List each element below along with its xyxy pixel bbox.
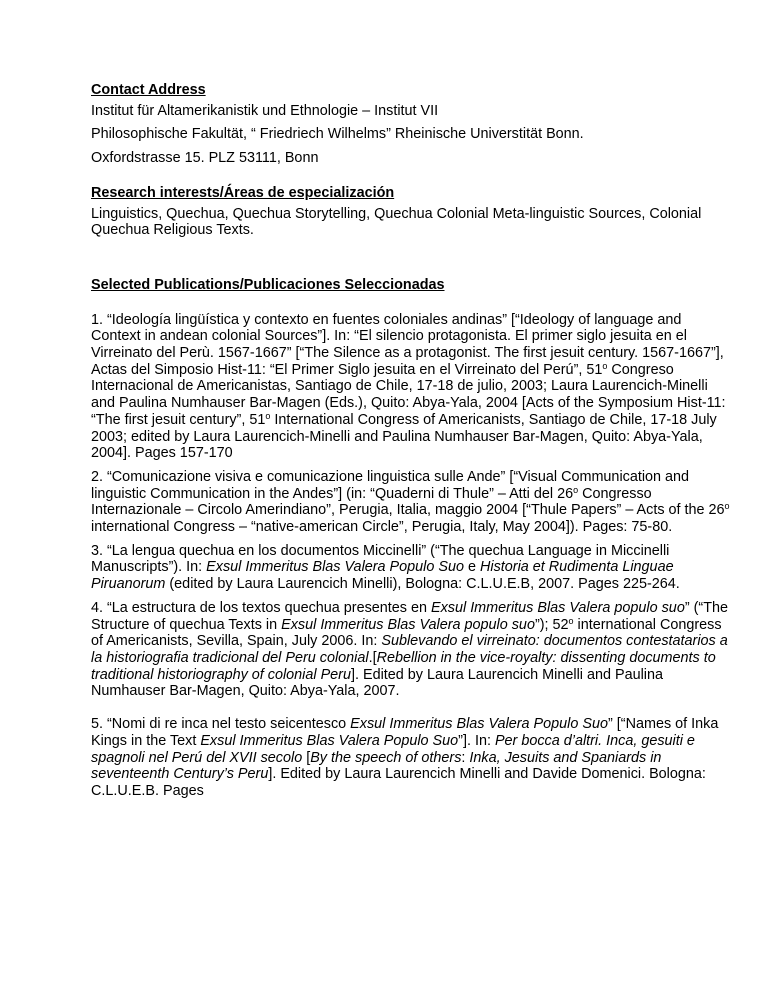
- publication-text: (edited by Laura Laurencich Minelli), Bologna: C.L.U.E.B, 2007. Pages 225-264.: [165, 576, 680, 593]
- italic-title: Exsul Immeritus Blas Valera Populo Suo: [206, 559, 464, 576]
- superscript-text: o: [724, 501, 730, 512]
- publications-heading: Selected Publications/Publicaciones Seleccionadas: [91, 276, 445, 293]
- publication-text: ]. Edited by Laura Laurencich Minelli and Paulina Numhauser Bar-Magen, Quito: Abya-Yala, 2007.: [91, 666, 663, 700]
- publications-section: [91, 277, 731, 800]
- publication-text: ”); 52: [534, 616, 569, 633]
- publication-text: ” (“The Structure of quechua Texts in: [91, 599, 729, 633]
- publication-item: [91, 543, 731, 593]
- research-text: Linguistics, Quechua, Quechua Storytelling, Quechua Colonial Meta-linguistic Sources, Colonial Quechua Religious Texts.: [91, 205, 702, 239]
- publication-item: [91, 312, 731, 462]
- publication-text: International Congress of Americanists, Santiago de Chile, 17-18 July 2003; edited by Laura Laurencich-Minelli and Paulina Numhauser Bar-Magen, Quito: Abya-Yala, 2004]. Pages 157-170: [91, 411, 717, 462]
- publication-text: 1. “Ideología lingüística y contexto en fuentes coloniales andinas” [“Ideology of language and Context in andean colonial Sources”]. In: “El silencio protagonista. El primer siglo jesuita en el Virreinato del Perù. 1567-1667” [“The Silence as a protagonist. The first jesuit century. 1567-1667”], Actas del Simposio Hist-11: “El Primer Siglo jesuita en el Virreinato del Perú”, 51: [91, 311, 724, 378]
- publication-text: ” [“Names of Inka Kings in the Text: [91, 716, 719, 749]
- italic-title: Exsul Immeritus Blas Valera populo suo: [431, 599, 685, 616]
- italic-title: Inka, Jesuits and Spaniards in seventeenth Century’s Peru: [91, 749, 662, 783]
- contact-section: [91, 82, 731, 167]
- publication-text: :: [461, 749, 470, 766]
- publication-text: [: [302, 749, 311, 766]
- contact-line-institute: Institut für Altamerikanistik und Ethnologie – Institut VII: [91, 102, 439, 119]
- contact-line-faculty: Philosophische Fakultät, “ Friedriech Wilhelms” Rheinische Universtität Bonn.: [91, 126, 584, 143]
- publication-item: [91, 600, 731, 700]
- publication-text: 3. “La lengua quechua en los documentos Miccinelli” (“The quechua Language in Miccinelli Manuscripts”). In:: [91, 542, 670, 576]
- contact-line-address: Oxfordstrasse 15. PLZ 53111, Bonn: [91, 150, 319, 167]
- italic-title: Exsul Immeritus Blas Valera Populo Suo: [350, 716, 608, 733]
- research-section: [91, 185, 731, 239]
- publications-list: [91, 312, 731, 800]
- publication-text: 5. “Nomi di re inca nel testo seicentesco: [91, 716, 351, 733]
- document-page: [91, 82, 731, 807]
- italic-title: Per bocca d’altri. Inca, gesuiti e spagnoli nel Perú del XVII secolo: [91, 732, 695, 766]
- contact-heading: Contact Address: [91, 82, 206, 98]
- publication-text: Congreso Internacional de Americanistas, Santiago de Chile, 17-18 de julio, 2003; Laura Laurencich-Minelli and Paulina Numhauser Bar-Magen (Eds.), Quito: Abya-Yala, 2004 [Acts of the Symposium Hist-11: “The first jesuit century”, 51: [91, 361, 726, 428]
- publication-text: international Congress of Americanists, Sevilla, Spain, July 2006. In:: [91, 616, 722, 650]
- italic-title: Sublevando el virreinato: documentos contestatarios a la historiografia tradicional del Peru colonial: [91, 633, 728, 666]
- publication-text: 4. “La estructura de los textos quechua presentes en: [91, 599, 431, 616]
- publication-text: .[: [368, 649, 377, 666]
- superscript-text: o: [568, 615, 574, 626]
- heading-spacer: [91, 298, 731, 312]
- italic-title: Exsul Immeritus Blas Valera Populo Suo: [200, 732, 459, 749]
- publication-item: [91, 469, 731, 536]
- italic-title: Exsul Immeritus Blas Valera populo suo: [281, 616, 535, 633]
- superscript-text: o: [573, 484, 579, 495]
- superscript-text: o: [265, 410, 271, 421]
- publication-text: ”]. In:: [458, 732, 495, 749]
- italic-title: Historia et Rudimenta Linguae Piruanorum: [91, 559, 674, 593]
- italic-title: By the speech of others: [310, 749, 462, 766]
- superscript-text: o: [602, 360, 608, 371]
- publication-text: ]. Edited by Laura Laurencich Minelli and Davide Domenici. Bologna: C.L.U.E.B. Pages: [91, 766, 706, 799]
- publication-item: [91, 716, 731, 800]
- publication-text: e: [463, 559, 480, 576]
- publication-text: international Congress – “native-american Circle”, Perugia, Italy, May 2004]). Pages: 75-80.: [91, 519, 673, 536]
- publication-text: 2. “Comunicazione visiva e comunicazione linguistica sulle Ande” [“Visual Communication and linguistic Communication in the Andes”] (in: “Quaderni di Thule” – Atti del 26: [91, 468, 690, 502]
- publication-text: Congresso Internazionale – Circolo Amerindiano”, Perugia, Italia, maggio 2004 [“Thule Papers” – Acts of the 26: [91, 485, 725, 519]
- research-heading: Research interests/Áreas de especialización: [91, 184, 395, 201]
- italic-title: Rebellion in the vice-royalty: dissenting documents to traditional historiography of colonial Peru: [91, 649, 716, 683]
